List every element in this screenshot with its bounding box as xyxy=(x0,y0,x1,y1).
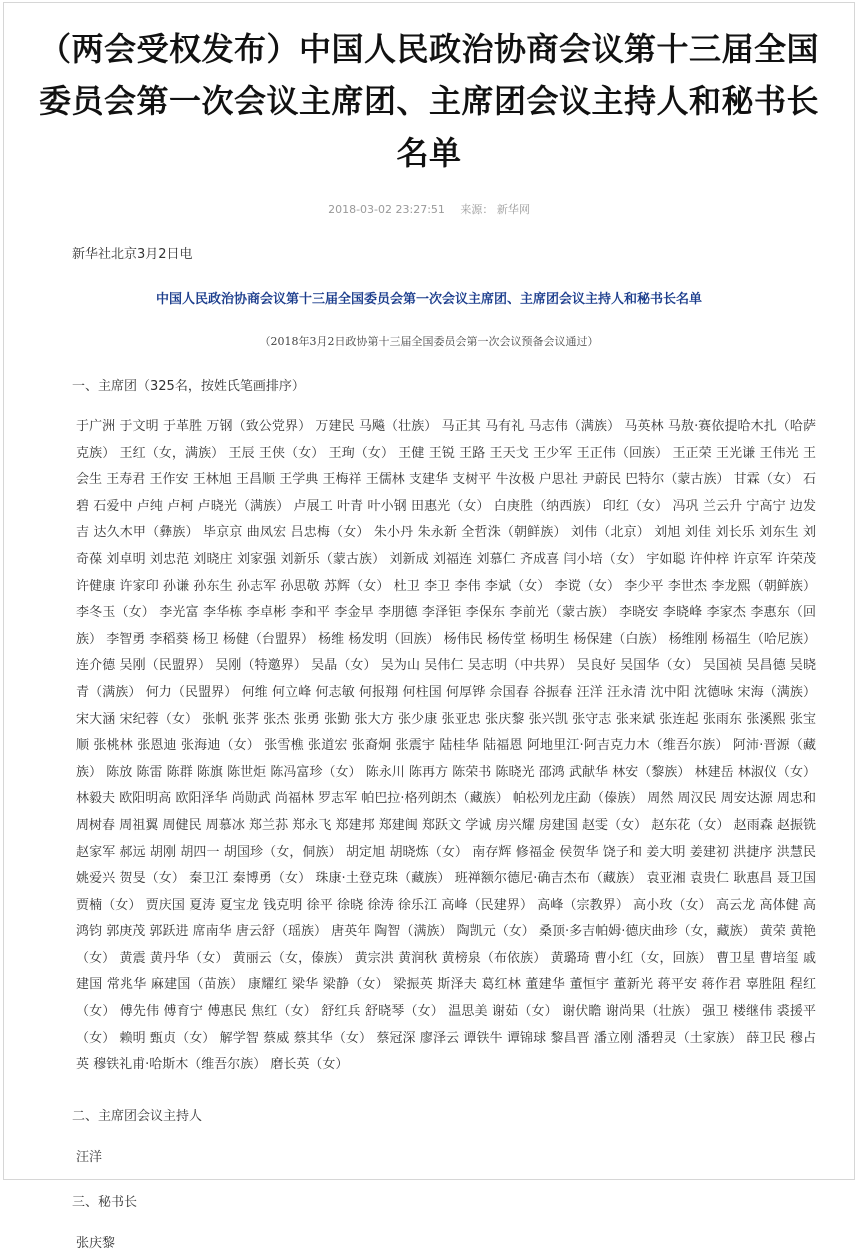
presidium-name-list: 于广洲 于文明 于革胜 万钢（致公党界） 万建民 马飚（壮族） 马正其 马有礼 马志伟（满族） 马英林 马敖·赛依提哈木扎（哈萨克族） 王红（女，满族） 王辰 王侠（女） 王珣（女） 王健 王锐 王路 王天戈 王少军 王正伟（回族） 王正荣 王光谦 王伟光 王会生 王寿君 王作安 王林旭 王昌顺 王学典 王梅祥 王儒林 支建华 支树平 牛汝极 户思社 尹蔚民 巴特尔（蒙古族） 甘霖（女） 石碧 石爱中 卢纯 卢柯 卢晓光（满族） 卢展工 叶青 叶小钢 田惠光（女） 白庚胜（纳西族） 印红（女） 冯巩 兰云升 宁高宁 边发吉 达久木甲（彝族） 毕京京 曲凤宏 吕忠梅（女） 朱小丹 朱永新 全哲洙（朝鲜族） 刘伟（北京） 刘旭 刘佳 刘长乐 刘东生 刘奇葆 刘卓明 刘忠范 刘晓庄 刘家强 刘新乐（蒙古族） 刘新成 刘福连 刘慕仁 齐成喜 闫小培（女） 宇如聪 许仲梓 许京军 许荣茂 许健康 许家印 孙谦 孙东生 孙志军 孙思敬 苏辉（女） 杜卫 李卫 李伟 李斌（女） 李谠（女） 李少平 李世杰 李龙熙（朝鲜族） 李冬玉（女） 李光富 李华栋 李卓彬 李和平 李金早 李朋德 李泽钜 李保东 李前光（蒙古族） 李晓安 李晓峰 李家杰 李惠东（回族） 李智勇 李稻葵 杨卫 杨健（台盟界） 杨维 杨发明（回族） 杨伟民 杨传堂 杨明生 杨保建（白族） 杨维刚 杨福生（哈尼族） 连介德 吴刚（民盟界） 吴刚（特邀界） 吴晶（女） 吴为山 吴伟仁 吴志明（中共界） 吴良好 吴国华（女） 吴国祯 吴昌德 吴晓青（满族） 何力（民盟界） 何维 何立峰 何志敏 何报翔 何柱国 何厚铧 佘国春 谷振春 汪洋 汪永清 沈中阳 沈德咏 宋海（满族） 宋大涵 宋纪蓉（女） 张帆 张荠 张杰 张勇 张勤 张大方 张少康 张亚忠 张庆黎 张兴凯 张守志 张来斌 张连起 张雨东 张溪熙 张宝顺 张桃林 张恩迪 张海迪（女） 张雪樵 张道宏 张裔炯 张震宇 陆桂华 陆福恩 阿地里江·阿吉克力木（维吾尔族） 阿沛·晋源（藏族） 陈放 陈雷 陈群 陈旗 陈世炬 陈冯富珍（女） 陈永川 陈再方 陈荣书 陈晓光 邵鸿 武献华 林安（黎族） 林建岳 林淑仪（女） 林毅夫 欧阳明高 欧阳泽华 尚勋武 尚福林 罗志军 帕巴拉·格列朗杰（藏族） 帕松列龙庄勐（傣族） 周然 周汉民 周安达源 周忠和 周树春 周祖翼 周健民 周慕冰 郑兰荪 郑永飞 郑建邦 郑建闽 郑跃文 学诚 房兴耀 房建国 赵雯（女） 赵东花（女） 赵雨森 赵振铣 赵家军 郝远 胡刚 胡四一 胡国珍（女，侗族） 胡定旭 胡晓炼（女） 南存辉 修福金 侯贺华 饶子和 姜大明 姜建初 洪捷序 洪慧民 姚爱兴 贺旻（女） 秦卫江 秦博勇（女） 珠康·土登克珠（藏族） 班禅额尔德尼·确吉杰布（藏族） 袁亚湘 袁贵仁 耿惠昌 聂卫国 贾楠（女） 贾庆国 夏涛 夏宝龙 钱克明 徐平 徐晓 徐涛 徐乐江 高峰（民建界） 高峰（宗教界） 高小玫（女） 高云龙 高体健 高鸿钧 郭庚茂 郭跃进 席南华 唐云舒（瑶族） 唐英年 陶智（满族） 陶凯元（女） 桑顶·多吉帕姆·德庆曲珍（女，藏族） 黄荣 黄艳（女） 黄震 黄丹华（女） 黄丽云（女，傣族） 黄宗洪 黄润秋 黄榜泉（布依族） 黄璐琦 曹小红（女，回族） 曹卫星 曹培玺 戚建国 常兆华 麻建国（苗族） 康耀红 梁华 梁静（女） 梁振英 斯泽夫 葛红林 董建华 董恒宇 董新光 蒋平安 蒋作君 辜胜阻 程红（女） 傅先伟 傅育宁 傅惠民 焦红（女） 舒红兵 舒晓琴（女） 温思美 谢茹（女） 谢伏瞻 谢尚果（壮族） 强卫 楼继伟 裘援平（女） 赖明 甄贞（女） 解学智 蔡威 蔡其华（女） 蔡冠深 廖泽云 谭铁牛 谭锦球 黎昌晋 潘立刚 潘碧灵（土家族） 薛卫民 穆占英 穆铁礼甫·哈斯木（维吾尔族） 磨长英（女） xyxy=(76,419,816,1073)
dateline: 新华社北京3月2日电 xyxy=(72,247,193,262)
publish-date: 2018-03-02 23:27:51 xyxy=(328,203,445,216)
article-source: 来源： 新华网 xyxy=(460,203,530,216)
article-meta xyxy=(4,201,854,217)
approval-note: （2018年3月2日政协第十三届全国委员会第一次会议预备会议通过） xyxy=(259,335,599,348)
article-page xyxy=(3,2,855,1251)
article-title: （两会受权发布）中国人民政治协商会议第十三届全国委员会第一次会议主席团、主席团会议主持人和秘书长名单 xyxy=(38,30,819,172)
host-name: 汪洋 xyxy=(76,1149,103,1165)
section-secretary-heading: 三、秘书长 xyxy=(72,1194,138,1210)
secretary-name: 张庆黎 xyxy=(76,1235,116,1251)
list-subtitle: 中国人民政治协商会议第十三届全国委员会第一次会议主席团、主席团会议主持人和秘书长名单 xyxy=(155,292,702,307)
section-host-heading: 二、主席团会议主持人 xyxy=(72,1108,203,1124)
section-presidium-heading: 一、主席团（325名，按姓氏笔画排序） xyxy=(72,379,305,394)
